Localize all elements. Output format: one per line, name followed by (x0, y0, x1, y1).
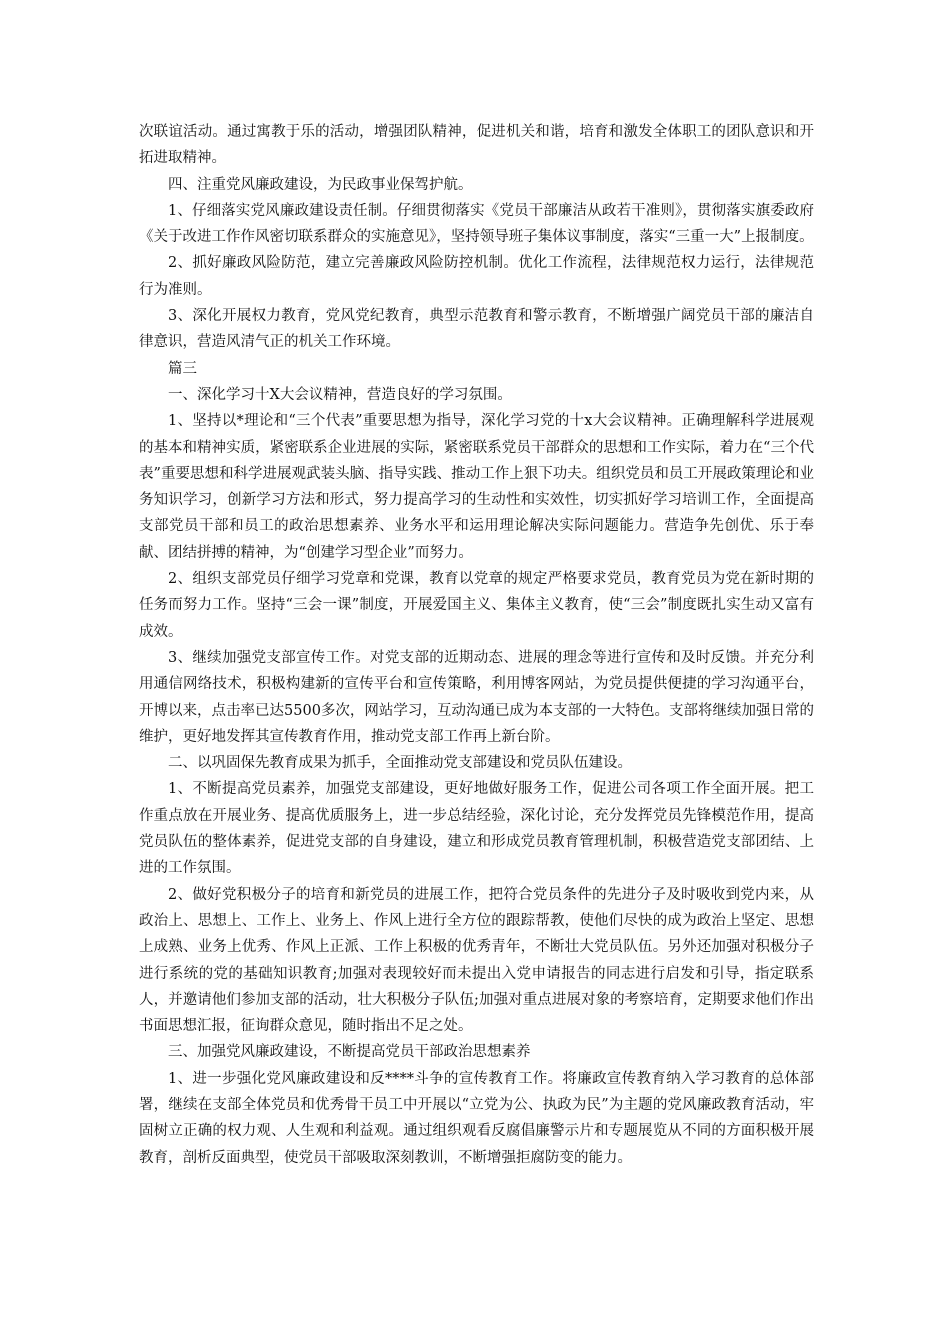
section-heading-three: 三、加强党风廉政建设，不断提高党员干部政治思想素养 (168, 1044, 531, 1061)
section-heading-four: 四、注重党风廉政建设，为民政事业保驾护航。 (168, 176, 473, 193)
paragraph-item: 1、进一步强化党风廉政建设和反****斗争的宣传教育工作。将廉政宣传教育纳入学习教育的总体部署，继续在支部全体党员和优秀骨干员工中开展以“立党为公、执政为民”为主题的党风廉政教育活动，牢固树立正确的权力观、人生观和利益观。通过组织观看反腐倡廉警示片和专题展览从不同的方面积极开展教育，剖析反面典型，使党员干部吸取深刻教训，不断增强拒腐防变的能力。 (139, 1070, 814, 1166)
paragraph-item: 1、坚持以*理论和“三个代表”重要思想为指导，深化学习党的十x大会议精神。正确理解科学进展观的基本和精神实质，紧密联系企业进展的实际，紧密联系党员干部群众的思想和工作实际，着力在“三个代表”重要思想和科学进展观武装头脑、指导实践、推动工作上狠下功夫。组织党员和员工开展政策理论和业务知识学习，创新学习方法和形式，努力提高学习的生动性和实效性，切实抓好学习培训工作，全面提高支部党员干部和员工的政治思想素养、业务水平和运用理论解决实际问题能力。营造争先创优、乐于奉献、团结拼搏的精神，为“创建学习型企业”而努力。 (139, 413, 814, 561)
paragraph-item: 2、做好党积极分子的培育和新党员的进展工作，把符合党员条件的先进分子及时吸收到党内来，从政治上、思想上、工作上、业务上、作风上进行全方位的跟踪帮教，使他们尽快的成为政治上坚定、思想上成熟、业务上优秀、作风上正派、工作上积极的优秀青年，不断壮大党员队伍。另外还加强对积极分子进行系统的党的基础知识教育;加强对表现较好而未提出入党申请报告的同志进行启发和引导，指定联系人，并邀请他们参加支部的活动，壮大积极分子队伍;加强对重点进展对象的考察培育，定期要求他们作出书面思想汇报，征询群众意见，随时指出不足之处。 (139, 886, 814, 1035)
paragraph-item: 2、抓好廉政风险防范，建立完善廉政风险防控机制。优化工作流程，法律规范权力运行，法律规范行为准则。 (139, 255, 814, 298)
paragraph-item: 3、继续加强党支部宣传工作。对党支部的近期动态、进展的理念等进行宣传和及时反馈。并充分利用通信网络技术，积极构建新的宣传平台和宣传策略，利用博客网站，为党员提供便捷的学习沟通平台，开博以来，点击率已达5500多次，网站学习，互动沟通已成为本支部的一大特色。支部将继续加强日常的维护，更好地发挥其宣传教育作用，推动党支部工作再上新台阶。 (139, 649, 814, 745)
section-heading-one: 一、深化学习十X大会议精神，营造良好的学习氛围。 (168, 386, 512, 403)
document-body (139, 119, 814, 1171)
paragraph-continuation: 次联谊活动。通过寓教于乐的活动，增强团队精神，促进机关和谐，培育和激发全体职工的团队意识和开拓进取精神。 (139, 124, 814, 167)
paragraph-item: 3、深化开展权力教育，党风党纪教育，典型示范教育和警示教育，不断增强广阔党员干部的廉洁自律意识，营造风清气正的机关工作环境。 (139, 308, 814, 351)
part-title: 篇三 (168, 360, 197, 377)
section-heading-two: 二、以巩固保先教育成果为抓手，全面推动党支部建设和党员队伍建设。 (168, 755, 632, 772)
paragraph-item: 1、不断提高党员素养，加强党支部建设，更好地做好服务工作，促进公司各项工作全面开展。把工作重点放在开展业务、提高优质服务上，进一步总结经验，深化讨论，充分发挥党员先锋模范作用，提高党员队伍的整体素养，促进党支部的自身建设，建立和形成党员教育管理机制，积极营造党支部团结、上进的工作氛围。 (139, 781, 814, 877)
paragraph-item: 2、组织支部党员仔细学习党章和党课，教育以党章的规定严格要求党员，教育党员为党在新时期的任务而努力工作。坚持“三会一课”制度，开展爱国主义、集体主义教育，使“三会”制度既扎实生动又富有成效。 (139, 571, 814, 640)
paragraph-item: 1、仔细落实党风廉政建设责任制。仔细贯彻落实《党员干部廉洁从政若干准则》，贯彻落实旗委政府《关于改进工作作风密切联系群众的实施意见》，坚持领导班子集体议事制度，落实“三重一大”上报制度。 (139, 202, 814, 246)
